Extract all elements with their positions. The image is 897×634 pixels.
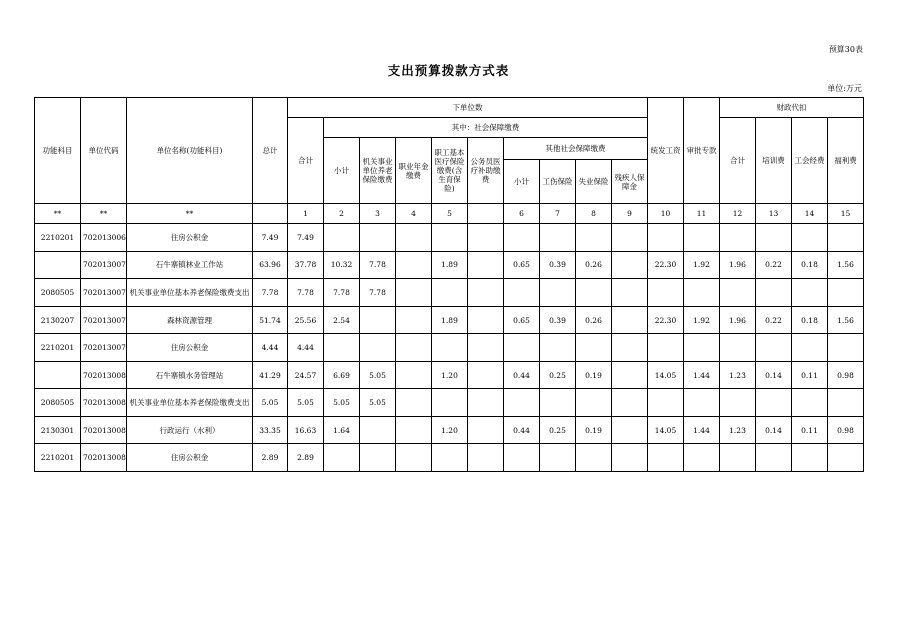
cell-c14 — [792, 279, 828, 307]
cell-c6 — [504, 389, 540, 417]
cell-unit-name: 住房公积金 — [127, 444, 253, 472]
cell-c15 — [828, 224, 864, 252]
cell-c11 — [684, 279, 720, 307]
cell-unit-name: 行政运行（水利） — [127, 416, 253, 444]
col-group-qizhong: 其中：社会保障缴费 — [324, 118, 648, 138]
budget-table — [34, 97, 864, 472]
serial-cell — [253, 204, 288, 224]
serial-cell: 9 — [612, 204, 648, 224]
cell-c2: 10.32 — [324, 251, 360, 279]
serial-cell — [468, 204, 504, 224]
cell-unit-name: 住房公积金 — [127, 224, 253, 252]
cell-c13: 0.14 — [756, 416, 792, 444]
col-total: 总计 — [253, 98, 288, 204]
serial-cell: 15 — [828, 204, 864, 224]
cell-c1: 25.56 — [288, 306, 324, 334]
cell-c11: 1.92 — [684, 251, 720, 279]
cell-c3 — [360, 334, 396, 362]
col-peixun: 培训费 — [756, 118, 792, 204]
cell-c7: 0.39 — [540, 306, 576, 334]
cell-c5: 1.20 — [432, 416, 468, 444]
cell-c2: 7.78 — [324, 279, 360, 307]
cell-c14: 0.11 — [792, 361, 828, 389]
cell-c10 — [648, 444, 684, 472]
cell-func-code — [35, 361, 81, 389]
serial-row — [35, 204, 864, 224]
cell-total: 51.74 — [253, 306, 288, 334]
cell-c2 — [324, 334, 360, 362]
cell-c8 — [576, 444, 612, 472]
cell-c5b — [468, 279, 504, 307]
col-canji: 残疾人保障金 — [612, 160, 648, 204]
serial-cell: 6 — [504, 204, 540, 224]
cell-c3 — [360, 444, 396, 472]
cell-c15 — [828, 444, 864, 472]
cell-c9 — [612, 251, 648, 279]
cell-func-code: 2080505 — [35, 389, 81, 417]
cell-c15: 0.98 — [828, 416, 864, 444]
cell-c1: 4.44 — [288, 334, 324, 362]
cell-c4 — [396, 416, 432, 444]
cell-unit-name: 森林资源管理 — [127, 306, 253, 334]
cell-c3 — [360, 306, 396, 334]
table-row — [35, 251, 864, 279]
serial-cell: 2 — [324, 204, 360, 224]
cell-total: 7.49 — [253, 224, 288, 252]
cell-c6 — [504, 279, 540, 307]
table-row — [35, 224, 864, 252]
table-row — [35, 279, 864, 307]
cell-c12: 1.96 — [720, 306, 756, 334]
cell-c7: 0.39 — [540, 251, 576, 279]
cell-c13 — [756, 224, 792, 252]
cell-unit-code: 702013007 — [81, 306, 127, 334]
cell-c5: 1.89 — [432, 251, 468, 279]
cell-unit-name: 机关事业单位基本养老保险缴费支出 — [127, 389, 253, 417]
cell-total: 33.35 — [253, 416, 288, 444]
cell-c7: 0.25 — [540, 416, 576, 444]
table-row — [35, 306, 864, 334]
cell-c11: 1.44 — [684, 361, 720, 389]
cell-c14: 0.11 — [792, 416, 828, 444]
cell-c5b — [468, 334, 504, 362]
cell-c6 — [504, 224, 540, 252]
cell-c14 — [792, 224, 828, 252]
cell-c5b — [468, 306, 504, 334]
cell-c2: 2.54 — [324, 306, 360, 334]
cell-c5b — [468, 251, 504, 279]
cell-c8 — [576, 389, 612, 417]
cell-c5b — [468, 416, 504, 444]
serial-cell: 8 — [576, 204, 612, 224]
cell-c7 — [540, 444, 576, 472]
cell-unit-name: 石牛寨镇林业工作站 — [127, 251, 253, 279]
cell-c1: 16.63 — [288, 416, 324, 444]
cell-unit-name: 石牛寨镇水务管理站 — [127, 361, 253, 389]
cell-c3 — [360, 416, 396, 444]
col-gonghui: 工会经费 — [792, 118, 828, 204]
col-shiye: 失业保险 — [576, 160, 612, 204]
cell-c11 — [684, 444, 720, 472]
serial-cell: 4 — [396, 204, 432, 224]
table-row — [35, 389, 864, 417]
col-cz-heji: 合计 — [720, 118, 756, 204]
cell-c9 — [612, 334, 648, 362]
cell-c3: 7.78 — [360, 251, 396, 279]
col-subtotal: 合计 — [288, 118, 324, 204]
cell-c8: 0.26 — [576, 306, 612, 334]
cell-c3: 5.05 — [360, 361, 396, 389]
cell-c2: 1.64 — [324, 416, 360, 444]
cell-unit-code: 702013008 — [81, 416, 127, 444]
form-number: 预算30表 — [828, 45, 863, 54]
cell-func-code: 2210201 — [35, 334, 81, 362]
cell-c5b — [468, 444, 504, 472]
cell-c4 — [396, 444, 432, 472]
col-zhigong: 职工基本医疗保险缴费(含生育保险) — [432, 138, 468, 204]
cell-c10: 22.30 — [648, 306, 684, 334]
cell-func-code — [35, 251, 81, 279]
cell-func-code: 2210201 — [35, 224, 81, 252]
cell-c6: 0.65 — [504, 306, 540, 334]
serial-cell: 1 — [288, 204, 324, 224]
cell-c12 — [720, 389, 756, 417]
cell-c6: 0.44 — [504, 361, 540, 389]
cell-c8 — [576, 279, 612, 307]
cell-c1: 2.89 — [288, 444, 324, 472]
cell-c5 — [432, 224, 468, 252]
cell-func-code: 2130207 — [35, 306, 81, 334]
cell-total: 4.44 — [253, 334, 288, 362]
cell-c6 — [504, 444, 540, 472]
serial-cell: 7 — [540, 204, 576, 224]
cell-c12 — [720, 279, 756, 307]
cell-c3: 7.78 — [360, 279, 396, 307]
serial-cell: 11 — [684, 204, 720, 224]
cell-c9 — [612, 389, 648, 417]
serial-cell: 5 — [432, 204, 468, 224]
cell-total: 7.78 — [253, 279, 288, 307]
serial-cell: 14 — [792, 204, 828, 224]
table-row — [35, 416, 864, 444]
cell-c9 — [612, 306, 648, 334]
serial-cell: ** — [35, 204, 81, 224]
cell-func-code: 2080505 — [35, 279, 81, 307]
col-group-qita: 其他社会保障缴费 — [504, 138, 648, 160]
cell-c10 — [648, 334, 684, 362]
cell-c5b — [468, 361, 504, 389]
cell-c13 — [756, 279, 792, 307]
cell-c7 — [540, 334, 576, 362]
cell-c5b — [468, 224, 504, 252]
col-zhiye: 职业年金缴费 — [396, 138, 432, 204]
col-tongfa: 统发工资 — [648, 98, 684, 204]
cell-unit-code: 702013008 — [81, 389, 127, 417]
cell-c1: 7.49 — [288, 224, 324, 252]
cell-c12: 1.23 — [720, 361, 756, 389]
cell-c12: 1.23 — [720, 416, 756, 444]
col-group-xiabo: 下单位数 — [288, 98, 648, 118]
cell-c8: 0.19 — [576, 416, 612, 444]
cell-c3 — [360, 224, 396, 252]
cell-unit-name: 机关事业单位基本养老保险缴费支出 — [127, 279, 253, 307]
cell-func-code: 2130301 — [35, 416, 81, 444]
cell-c4 — [396, 279, 432, 307]
cell-c5 — [432, 334, 468, 362]
cell-unit-code: 702013008 — [81, 444, 127, 472]
cell-c2 — [324, 224, 360, 252]
cell-c6: 0.44 — [504, 416, 540, 444]
cell-c11 — [684, 224, 720, 252]
cell-c13 — [756, 389, 792, 417]
cell-c15 — [828, 389, 864, 417]
cell-c11 — [684, 389, 720, 417]
serial-cell: 12 — [720, 204, 756, 224]
col-jiguan: 机关事业单位养老保险缴费 — [360, 138, 396, 204]
cell-c8 — [576, 334, 612, 362]
cell-c15: 0.98 — [828, 361, 864, 389]
cell-c5 — [432, 389, 468, 417]
cell-total: 2.89 — [253, 444, 288, 472]
serial-cell: ** — [81, 204, 127, 224]
table-row — [35, 334, 864, 362]
cell-c13: 0.14 — [756, 361, 792, 389]
cell-c15: 1.56 — [828, 251, 864, 279]
col-fuli: 福利费 — [828, 118, 864, 204]
cell-c5: 1.89 — [432, 306, 468, 334]
table-row — [35, 361, 864, 389]
cell-unit-code: 702013008 — [81, 361, 127, 389]
cell-unit-code: 702013007 — [81, 251, 127, 279]
cell-c2: 6.69 — [324, 361, 360, 389]
cell-c15: 1.56 — [828, 306, 864, 334]
cell-c1: 24.57 — [288, 361, 324, 389]
cell-c9 — [612, 224, 648, 252]
cell-c13 — [756, 444, 792, 472]
col-qita-xiaoji: 小计 — [504, 160, 540, 204]
cell-c6 — [504, 334, 540, 362]
col-gongshang: 工伤保险 — [540, 160, 576, 204]
cell-c8 — [576, 224, 612, 252]
col-shenpi: 审批专款 — [684, 98, 720, 204]
cell-c4 — [396, 361, 432, 389]
cell-c7 — [540, 389, 576, 417]
cell-c14 — [792, 444, 828, 472]
cell-c13: 0.22 — [756, 306, 792, 334]
col-func-code: 功能科目 — [35, 98, 81, 204]
cell-c12 — [720, 334, 756, 362]
cell-c15 — [828, 279, 864, 307]
cell-c15 — [828, 334, 864, 362]
col-unit-name: 单位名称(功能科目) — [127, 98, 253, 204]
cell-c5 — [432, 279, 468, 307]
cell-c12 — [720, 224, 756, 252]
cell-c10: 14.05 — [648, 416, 684, 444]
cell-c8: 0.19 — [576, 361, 612, 389]
cell-c11: 1.44 — [684, 416, 720, 444]
cell-c9 — [612, 361, 648, 389]
cell-c9 — [612, 416, 648, 444]
page-title: 支出预算拨款方式表 — [387, 63, 510, 78]
cell-total: 41.29 — [253, 361, 288, 389]
serial-cell: ** — [127, 204, 253, 224]
table-row — [35, 444, 864, 472]
cell-c10 — [648, 224, 684, 252]
cell-c12: 1.96 — [720, 251, 756, 279]
cell-c7 — [540, 224, 576, 252]
cell-c7: 0.25 — [540, 361, 576, 389]
serial-cell: 13 — [756, 204, 792, 224]
cell-c7 — [540, 279, 576, 307]
cell-unit-code: 702013007 — [81, 279, 127, 307]
cell-c1: 7.78 — [288, 279, 324, 307]
cell-c3: 5.05 — [360, 389, 396, 417]
col-unit-code: 单位代码 — [81, 98, 127, 204]
cell-c9 — [612, 444, 648, 472]
col-gongwuyuan: 公务员医疗补助缴费 — [468, 138, 504, 204]
cell-c5b — [468, 389, 504, 417]
cell-c10 — [648, 279, 684, 307]
cell-total: 5.05 — [253, 389, 288, 417]
serial-cell: 3 — [360, 204, 396, 224]
cell-c10: 22.30 — [648, 251, 684, 279]
cell-total: 63.96 — [253, 251, 288, 279]
cell-c14: 0.18 — [792, 306, 828, 334]
cell-c4 — [396, 334, 432, 362]
cell-c4 — [396, 389, 432, 417]
cell-c4 — [396, 251, 432, 279]
cell-c14: 0.18 — [792, 251, 828, 279]
cell-c9 — [612, 279, 648, 307]
cell-c10 — [648, 389, 684, 417]
serial-cell: 10 — [648, 204, 684, 224]
cell-c1: 37.78 — [288, 251, 324, 279]
cell-c12 — [720, 444, 756, 472]
cell-c13 — [756, 334, 792, 362]
cell-c14 — [792, 389, 828, 417]
col-group-caizheng: 财政代扣 — [720, 98, 864, 118]
cell-func-code: 2210201 — [35, 444, 81, 472]
cell-c5: 1.20 — [432, 361, 468, 389]
cell-c11 — [684, 334, 720, 362]
cell-c2 — [324, 444, 360, 472]
cell-c14 — [792, 334, 828, 362]
col-xiaoji: 小计 — [324, 138, 360, 204]
cell-c4 — [396, 306, 432, 334]
cell-unit-code: 702013006 — [81, 224, 127, 252]
cell-unit-code: 702013007 — [81, 334, 127, 362]
cell-unit-name: 住房公积金 — [127, 334, 253, 362]
cell-c6: 0.65 — [504, 251, 540, 279]
cell-c1: 5.05 — [288, 389, 324, 417]
cell-c11: 1.92 — [684, 306, 720, 334]
cell-c4 — [396, 224, 432, 252]
unit-label: 单位:万元 — [827, 84, 862, 93]
cell-c10: 14.05 — [648, 361, 684, 389]
cell-c5 — [432, 444, 468, 472]
cell-c13: 0.22 — [756, 251, 792, 279]
cell-c2: 5.05 — [324, 389, 360, 417]
cell-c8: 0.26 — [576, 251, 612, 279]
